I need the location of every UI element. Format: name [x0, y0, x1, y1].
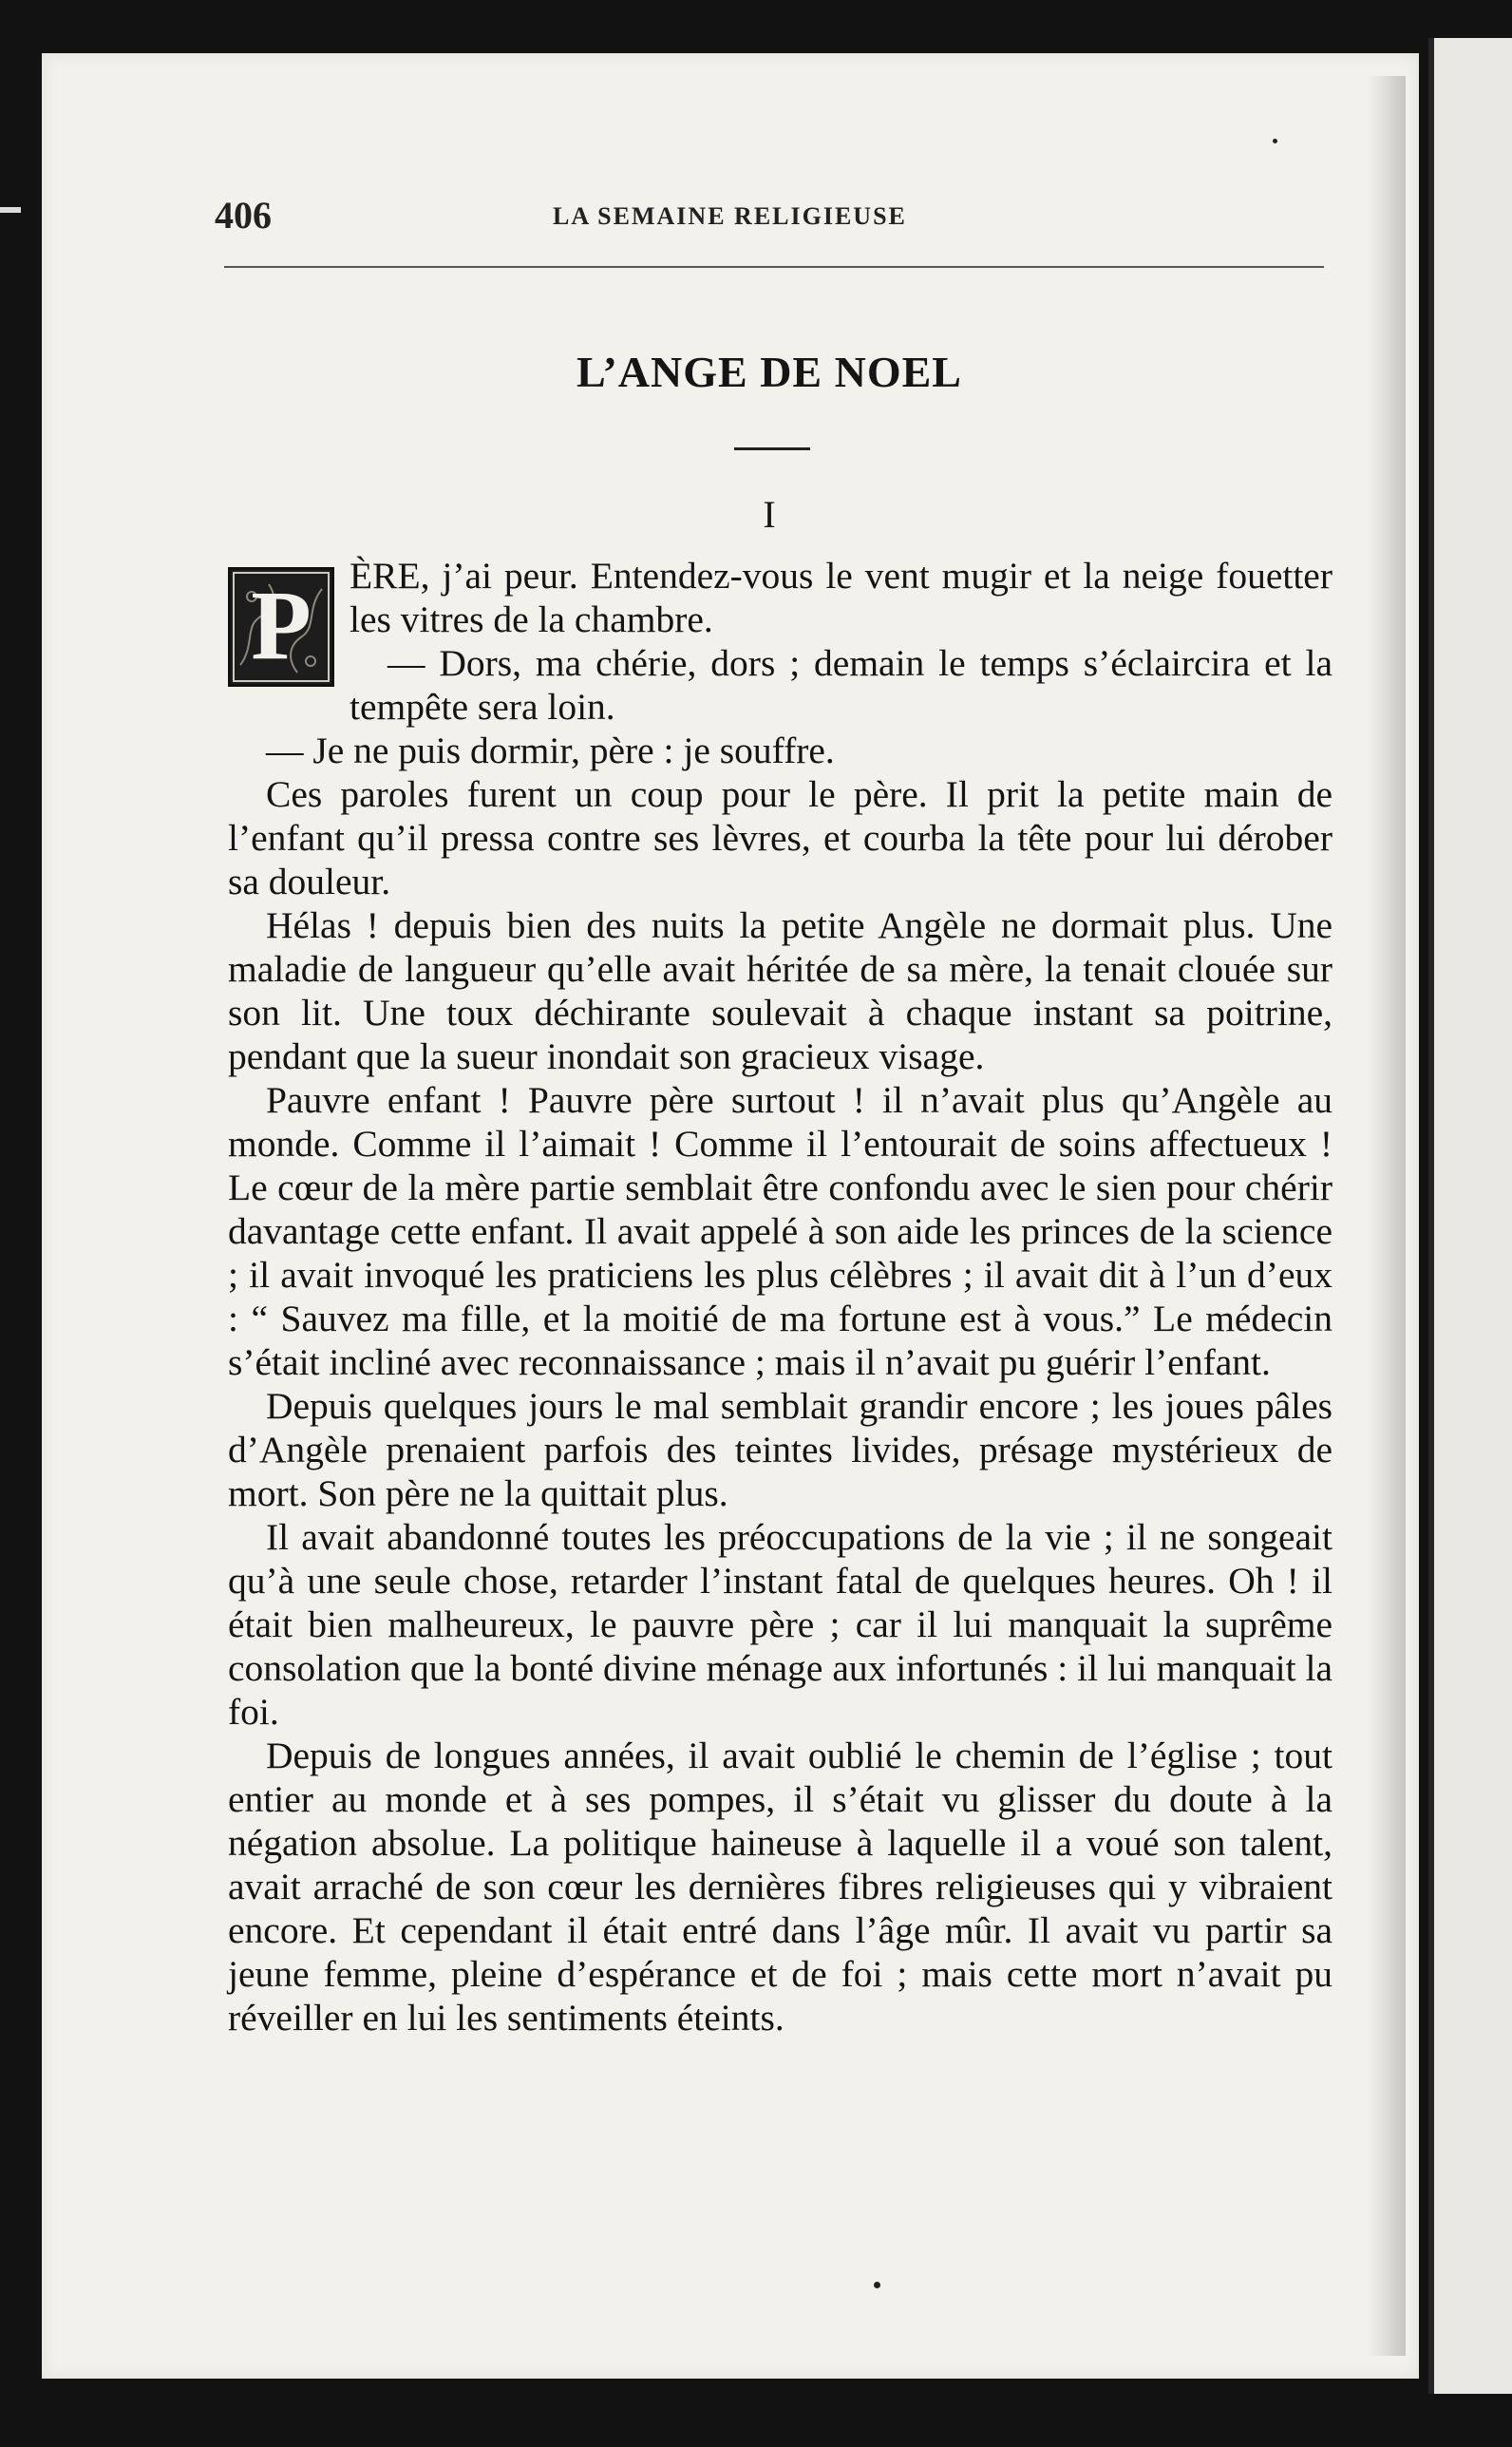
- paragraph-8: Il avait abandonné toutes les préoccupations de la vie ; il ne songeait qu’à une seule chose, retarder l’instant fatal de quelques heures. Oh ! il était bien malheureux, le pauvre père ; car il lui manquait la suprême consolation que la bonté divine ménage aux infortunés : il lui manquait la foi.: [228, 1516, 1332, 1733]
- page-header: [215, 193, 1326, 240]
- section-number: I: [763, 493, 776, 536]
- header-rule: [224, 266, 1324, 268]
- bottom-mark: [874, 2282, 880, 2288]
- article-body: [228, 554, 1332, 2039]
- drop-cap-letter: P: [251, 571, 312, 680]
- paragraph-6: Pauvre enfant ! Pauvre père surtout ! il n’avait plus qu’Angèle au monde. Comme il l’aimait ! Comme il l’entourait de soins affectueux ! Le cœur de la mère partie semblait être confondu avec le sien pour chérir davantage cette enfant. Il avait appelé à son aide les princes de la science ; il avait invoqué les praticiens les plus célèbres ; il avait dit à l’un d’eux : “ Sauvez ma fille, et la moitié de ma fortune est à vous.” Le médecin s’était incliné avec reconnaissance ; mais il n’avait pu guérir l’enfant.: [228, 1079, 1332, 1383]
- paragraph-5: Hélas ! depuis bien des nuits la petite Angèle ne dormait plus. Une maladie de langueur qu’elle avait héritée de sa mère, la tenait clouée sur son lit. Une toux déchirante soulevait à chaque instant sa poitrine, pendant que la sueur inondait son gracieux visage.: [228, 904, 1332, 1077]
- title-rule: [734, 447, 810, 450]
- paragraph-4: Ces paroles furent un coup pour le père. Il prit la petite main de l’enfant qu’il pressa contre ses lèvres, et courba la tête pour lui dérober sa douleur.: [228, 773, 1332, 902]
- speck-mark: [1273, 139, 1277, 143]
- paragraph-1-text: ÈRE, j’ai peur. Entendez-vous le vent mugir et la neige fouetter les vitres de la chambre.: [350, 555, 1332, 640]
- paragraph-3: — Je ne puis dormir, père : je souffre.: [266, 730, 835, 771]
- scan-edge-mark: [0, 207, 21, 213]
- paragraph-7: Depuis quelques jours le mal semblait grandir encore ; les joues pâles d’Angèle prenaient parfois des teintes livides, présage mystérieux de mort. Son père ne la quittait plus.: [228, 1385, 1332, 1514]
- paragraph-9: Depuis de longues années, il avait oublié le chemin de l’église ; tout entier au monde et à ses pompes, il s’était vu glisser du doute à la négation absolue. La politique haineuse à laquelle il a voué son talent, avait arraché de son cœur les dernières fibres religieuses qui y vibraient encore. Et cependant il était entré dans l’âge mûr. Il avait vu partir sa jeune femme, pleine d’espérance et de foi ; mais cette mort n’avait pu réveiller en lui les sentiments éteints.: [228, 1735, 1332, 2039]
- page-shadow: [1368, 76, 1406, 2356]
- page-number: 406: [215, 194, 272, 237]
- running-title: LA SEMAINE RELIGIEUSE: [553, 202, 907, 230]
- next-page-edge: [1428, 38, 1512, 2394]
- ornamental-drop-cap: [228, 567, 334, 687]
- article-title: L’ANGE DE NOEL: [576, 348, 962, 396]
- paragraph-2: — Dors, ma chérie, dors ; demain le temps s’éclaircira et la tempête sera loin.: [350, 642, 1332, 728]
- paragraph-1: [228, 554, 1332, 680]
